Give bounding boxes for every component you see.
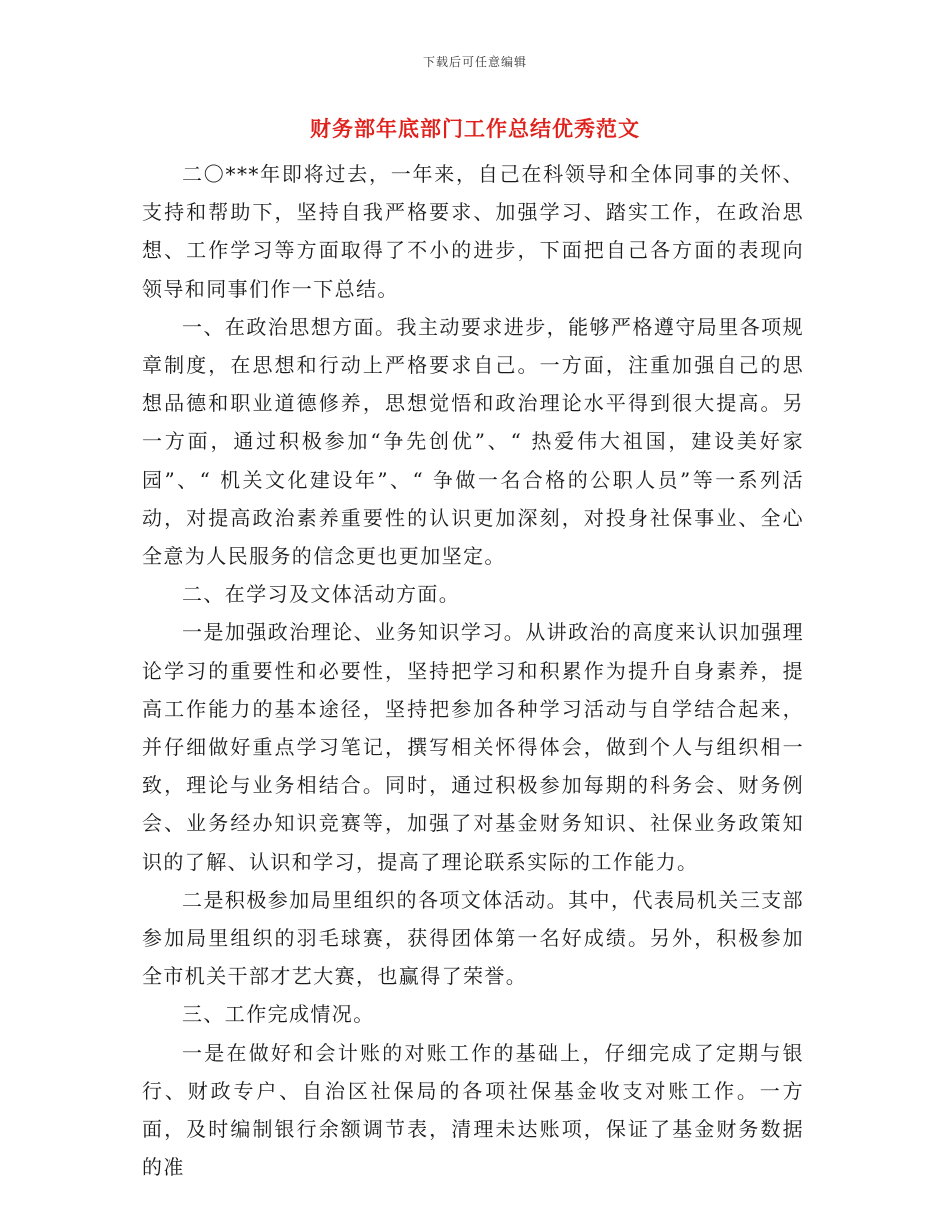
paragraph-political: 一、在政治思想方面。我主动要求进步，能够严格遵守局里各项规章制度，在思想和行动上严格要求自己。一方面，注重加强自己的思想品德和职业道德修养，思想觉悟和政治理论水平得到很大提高。另一方面，通过积极参加“争先创优”、“ 热爱伟大祖国，建设美好家园”、“ 机关文化建设年”、“ 争做一名合格的公职人员”等一系列活动，对提高政治素养重要性的认识更加深刻，对投身社保事业、全心全意为人民服务的信念更也更加坚定。 xyxy=(142,314,804,569)
document-body xyxy=(142,155,804,1186)
paragraph-work-heading: 三、工作完成情况。 xyxy=(182,1002,375,1027)
header-note: 下载后可任意编辑 xyxy=(422,55,527,69)
paragraph-intro: 二〇***年即将过去，一年来，自己在科领导和全体同事的关怀、支持和帮助下，坚持自我严格要求、加强学习、踏实工作，在政治思想、工作学习等方面取得了不小的进步，下面把自己各方面的表现向领导和同事们作一下总结。 xyxy=(142,162,804,301)
paragraph-work-reconciliation: 一是在做好和会计账的对账工作的基础上，仔细完成了定期与银行、财政专户、自治区社保局的各项社保基金收支对账工作。一方面，及时编制银行余额调节表，清理未达账项，保证了基金财务数据的准 xyxy=(142,1040,804,1180)
paragraph-study-heading: 二、在学习及文体活动方面。 xyxy=(182,582,461,607)
document-title: 财务部年底部门工作总结优秀范文 xyxy=(310,117,640,141)
paragraph-study-theory: 一是加强政治理论、业务知识学习。从讲政治的高度来认识加强理论学习的重要性和必要性，坚持把学习和积累作为提升自身素养，提高工作能力的基本途径，坚持把参加各种学习活动与自学结合起来，并仔细做好重点学习笔记，撰写相关怀得体会，做到个人与组织相一致，理论与业务相结合。同时，通过积极参加每期的科务会、财务例会、业务经办知识竞赛等，加强了对基金财务知识、社保业务政策知识的了解、认识和学习，提高了理论联系实际的工作能力。 xyxy=(142,620,804,874)
paragraph-study-activities: 二是积极参加局里组织的各项文体活动。其中，代表局机关三支部参加局里组织的羽毛球赛，获得团体第一名好成绩。另外，积极参加全市机关干部才艺大赛，也赢得了荣誉。 xyxy=(142,887,804,989)
